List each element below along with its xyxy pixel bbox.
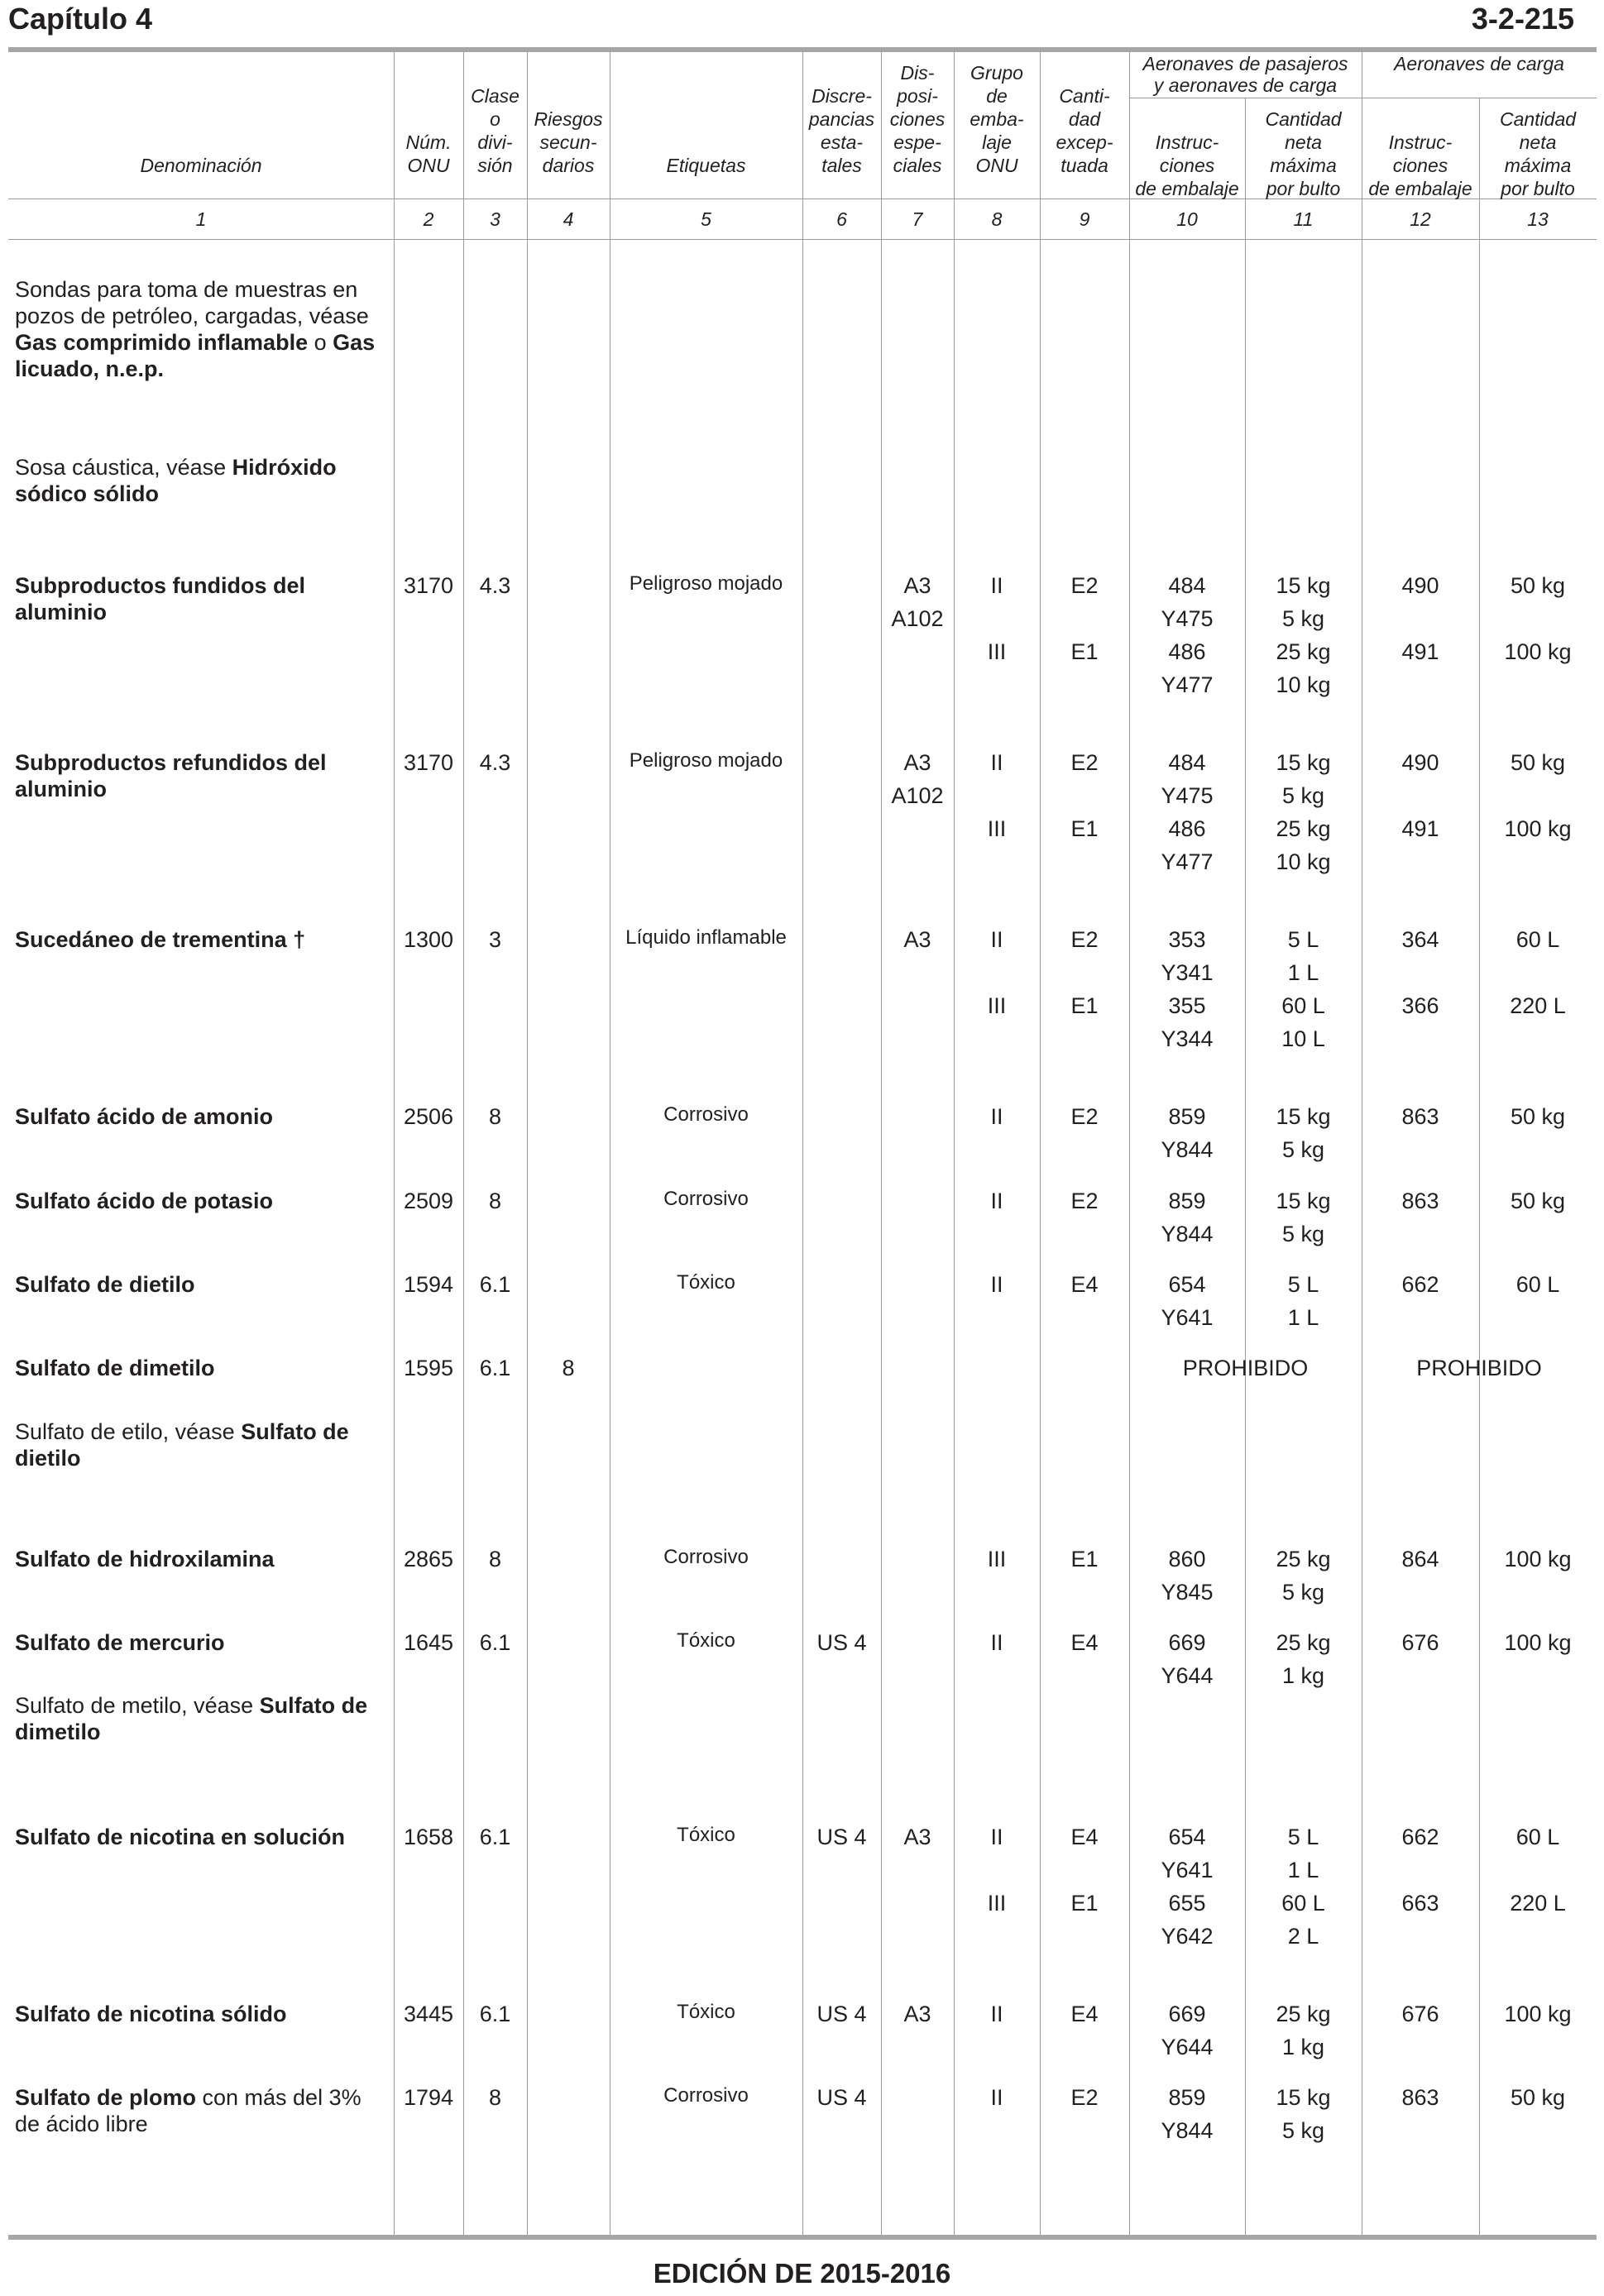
packing-group: III <box>987 1547 1007 1571</box>
excepted-quantity: E4 <box>1070 1825 1099 1849</box>
max-net-quantity-passenger: 5 L <box>1287 1825 1319 1849</box>
packing-group: II <box>990 927 1003 952</box>
un-number: 2865 <box>403 1547 454 1571</box>
max-net-quantity-cargo: 100 kg <box>1504 2002 1572 2026</box>
hazard-label: Tóxico <box>677 1271 735 1294</box>
column-number: 3 <box>490 208 500 230</box>
packing-group: II <box>990 573 1003 598</box>
packing-instruction-passenger-limited: Y844 <box>1161 1222 1214 1246</box>
entry-name-bold: Subproductos refundidos del aluminio <box>15 750 327 801</box>
entry-name <box>15 1271 387 1298</box>
entry-name-bold: Sulfato de plomo <box>15 2085 196 2110</box>
excepted-quantity: E2 <box>1070 573 1099 598</box>
entry-name <box>15 572 387 625</box>
class-division: 4.3 <box>479 750 511 775</box>
excepted-quantity: E2 <box>1070 927 1099 952</box>
special-provision: A102 <box>891 606 944 631</box>
state-variation: US 4 <box>816 2002 867 2026</box>
max-net-quantity-passenger-limited: 5 kg <box>1281 1580 1325 1605</box>
hazard-label: Tóxico <box>677 1629 735 1652</box>
max-net-quantity-passenger-limited: 10 kg <box>1276 672 1331 697</box>
entry-name <box>15 1629 387 1656</box>
entry-name <box>15 926 387 953</box>
packing-group: III <box>987 993 1007 1018</box>
col-header-riesgos: Riesgos secun- darios <box>534 108 603 176</box>
prohibido-cargo: PROHIBIDO <box>1416 1356 1542 1380</box>
max-net-quantity-passenger-limited: 10 L <box>1281 1026 1325 1051</box>
packing-group: II <box>990 1104 1003 1129</box>
col-header-disposiciones: Dis- posi- ciones espe- ciales <box>889 62 946 176</box>
un-number: 1645 <box>403 1630 454 1655</box>
un-number: 1794 <box>403 2085 454 2110</box>
packing-group: II <box>990 1272 1003 1297</box>
max-net-quantity-passenger-limited: 5 kg <box>1281 1222 1325 1246</box>
entry-name-bold: Sulfato de mercurio <box>15 1630 225 1655</box>
un-number: 1594 <box>403 1272 454 1297</box>
packing-instruction-passenger-limited: Y475 <box>1161 606 1214 631</box>
packing-instruction-passenger: 355 <box>1168 993 1206 1018</box>
max-net-quantity-passenger: 60 L <box>1281 1891 1325 1916</box>
col-divider <box>527 52 528 2235</box>
packing-group: III <box>987 1891 1007 1916</box>
entry-name-bold: Hidróxido sódico sólido <box>15 455 337 506</box>
chapter-title: Capítulo 4 <box>8 2 153 36</box>
special-provision: A3 <box>903 2002 931 2026</box>
max-net-quantity-cargo: 50 kg <box>1510 573 1566 598</box>
packing-instruction-passenger: 860 <box>1168 1547 1206 1571</box>
entry-name-bold: Sulfato de hidroxilamina <box>15 1547 275 1571</box>
un-number: 3170 <box>403 573 454 598</box>
col-header-grupo: Grupo de emba- laje ONU <box>970 62 1024 176</box>
max-net-quantity-cargo: 220 L <box>1510 993 1566 1018</box>
page-reference: 3-2-215 <box>1471 2 1574 36</box>
packing-instruction-cargo: 863 <box>1401 1189 1439 1213</box>
entry-name-text: Sulfato de etilo, véase <box>15 1419 242 1444</box>
max-net-quantity-cargo: 50 kg <box>1510 750 1566 775</box>
class-division: 6.1 <box>479 2002 511 2026</box>
class-division: 8 <box>488 1189 502 1213</box>
packing-instruction-passenger: 486 <box>1168 816 1206 841</box>
max-net-quantity-passenger: 15 kg <box>1276 750 1331 775</box>
max-net-quantity-passenger-limited: 5 kg <box>1281 783 1325 808</box>
hazard-label: Corrosivo <box>663 1188 749 1210</box>
excepted-quantity: E2 <box>1070 1104 1099 1129</box>
excepted-quantity: E1 <box>1070 816 1099 841</box>
packing-instruction-passenger-limited: Y475 <box>1161 783 1214 808</box>
entry-name-text: Sulfato de metilo, véase <box>15 1693 260 1718</box>
class-division: 6.1 <box>479 1356 511 1380</box>
entry-name <box>15 1692 387 1745</box>
hazard-label: Corrosivo <box>663 1103 749 1126</box>
packing-instruction-cargo: 863 <box>1401 2085 1439 2110</box>
packing-instruction-passenger-limited: Y642 <box>1161 1924 1214 1949</box>
packing-instruction-passenger: 486 <box>1168 639 1206 664</box>
prohibido-passenger: PROHIBIDO <box>1182 1356 1309 1380</box>
un-number: 1300 <box>403 927 454 952</box>
max-net-quantity-cargo: 60 L <box>1515 1272 1560 1297</box>
column-number: 13 <box>1527 208 1549 230</box>
col-header-discrepancias: Discre- pancias esta- tales <box>808 85 875 176</box>
max-net-quantity-passenger: 15 kg <box>1276 1189 1331 1213</box>
max-net-quantity-passenger-limited: 1 kg <box>1281 1663 1325 1688</box>
packing-group: II <box>990 2002 1003 2026</box>
max-net-quantity-passenger: 25 kg <box>1276 1547 1331 1571</box>
packing-group: III <box>987 816 1007 841</box>
excepted-quantity: E1 <box>1070 1547 1099 1571</box>
packing-instruction-passenger: 484 <box>1168 573 1206 598</box>
max-net-quantity-passenger: 25 kg <box>1276 816 1331 841</box>
max-net-quantity-passenger-limited: 5 kg <box>1281 606 1325 631</box>
class-division: 6.1 <box>479 1630 511 1655</box>
entry-name <box>15 749 387 802</box>
packing-instruction-cargo: 676 <box>1401 1630 1439 1655</box>
packing-instruction-passenger: 484 <box>1168 750 1206 775</box>
excepted-quantity: E1 <box>1070 639 1099 664</box>
entry-name-bold: Sulfato de dimetilo <box>15 1693 368 1744</box>
packing-instruction-passenger-limited: Y641 <box>1161 1305 1214 1330</box>
excepted-quantity: E2 <box>1070 1189 1099 1213</box>
col-header-num-onu: Núm. ONU <box>405 132 452 176</box>
max-net-quantity-passenger: 15 kg <box>1276 573 1331 598</box>
col-divider <box>881 52 882 2235</box>
hazard-label: Peligroso mojado <box>629 749 783 772</box>
max-net-quantity-cargo: 60 L <box>1515 927 1560 952</box>
entry-name <box>15 1103 387 1130</box>
state-variation: US 4 <box>816 1630 867 1655</box>
special-provision: A3 <box>903 750 931 775</box>
packing-group: III <box>987 639 1007 664</box>
max-net-quantity-passenger: 25 kg <box>1276 1630 1331 1655</box>
column-number: 9 <box>1079 208 1090 230</box>
packing-instruction-passenger-limited: Y845 <box>1161 1580 1214 1605</box>
entry-name-bold: Sulfato de nicotina en solución <box>15 1825 346 1849</box>
max-net-quantity-passenger: 5 L <box>1287 927 1319 952</box>
packing-instruction-passenger: 859 <box>1168 2085 1206 2110</box>
col-divider <box>394 52 395 2235</box>
entry-name <box>15 1824 387 1850</box>
column-number: 2 <box>423 208 434 230</box>
entry-name <box>15 1418 387 1471</box>
col-header-instrucciones-cao: Instruc- ciones de embalaje <box>1368 132 1472 199</box>
entry-name-text: Sosa cáustica, véase <box>15 455 232 480</box>
col-header-denominacion: Denominación <box>140 155 262 176</box>
column-number: 8 <box>991 208 1003 230</box>
entry-name-text: o <box>308 330 333 355</box>
column-number: 4 <box>563 208 574 230</box>
hazard-label: Tóxico <box>677 2001 735 2023</box>
special-provision: A3 <box>903 927 931 952</box>
col-header-pasajeros-group: Aeronaves de pasajeros y aeronaves de carga <box>1142 53 1348 96</box>
column-number: 10 <box>1176 208 1198 230</box>
entry-name <box>15 454 387 507</box>
packing-group: II <box>990 750 1003 775</box>
entry-name-bold: Gas comprimido inflamable <box>15 330 309 355</box>
class-division: 6.1 <box>479 1825 511 1849</box>
packing-group: II <box>990 1630 1003 1655</box>
packing-instruction-cargo: 366 <box>1401 993 1439 1018</box>
subsidiary-risk: 8 <box>562 1356 575 1380</box>
max-net-quantity-cargo: 100 kg <box>1504 1547 1572 1571</box>
excepted-quantity: E4 <box>1070 1630 1099 1655</box>
col-header-instrucciones-pax: Instruc- ciones de embalaje <box>1135 132 1239 199</box>
max-net-quantity-passenger-limited: 1 L <box>1287 1305 1319 1330</box>
state-variation: US 4 <box>816 2085 867 2110</box>
column-number: 7 <box>912 208 923 230</box>
class-division: 8 <box>488 1547 502 1571</box>
hazard-label: Líquido inflamable <box>625 926 787 949</box>
packing-instruction-passenger-limited: Y477 <box>1161 849 1214 874</box>
entry-name-bold: Sulfato de dimetilo <box>15 1356 215 1380</box>
bottom-rule <box>8 2235 1597 2240</box>
entry-name <box>15 1355 387 1381</box>
entry-name-bold: Subproductos fundidos del aluminio <box>15 573 305 624</box>
packing-instruction-cargo: 676 <box>1401 2002 1439 2026</box>
packing-instruction-cargo: 662 <box>1401 1825 1439 1849</box>
max-net-quantity-passenger: 5 L <box>1287 1272 1319 1297</box>
un-number: 1595 <box>403 1356 454 1380</box>
entry-name <box>15 2084 387 2137</box>
max-net-quantity-cargo: 50 kg <box>1510 2085 1566 2110</box>
col-header-cantidad-neta-pax: Cantidad neta máxima por bulto <box>1265 108 1342 199</box>
excepted-quantity: E4 <box>1070 1272 1099 1297</box>
entry-name-bold: Sucedáneo de trementina † <box>15 927 306 952</box>
max-net-quantity-cargo: 100 kg <box>1504 639 1572 664</box>
col-header-clase: Clase o divi- sión <box>471 85 520 176</box>
packing-instruction-cargo: 491 <box>1401 816 1439 841</box>
packing-instruction-passenger-limited: Y644 <box>1161 1663 1214 1688</box>
max-net-quantity-passenger-limited: 1 L <box>1287 960 1319 985</box>
max-net-quantity-passenger: 25 kg <box>1276 2002 1331 2026</box>
un-number: 1658 <box>403 1825 454 1849</box>
packing-instruction-passenger: 353 <box>1168 927 1206 952</box>
entry-name-bold: Sulfato de nicotina sólido <box>15 2002 287 2026</box>
hazard-label: Peligroso mojado <box>629 572 783 595</box>
entry-name-text: con más del 3% de ácido libre <box>15 2085 361 2136</box>
packing-instruction-passenger-limited: Y341 <box>1161 960 1214 985</box>
packing-instruction-passenger-limited: Y641 <box>1161 1858 1214 1882</box>
column-number: 6 <box>836 208 847 230</box>
packing-instruction-passenger-limited: Y477 <box>1161 672 1214 697</box>
packing-group: II <box>990 1189 1003 1213</box>
max-net-quantity-passenger-limited: 1 L <box>1287 1858 1319 1882</box>
excepted-quantity: E4 <box>1070 2002 1099 2026</box>
packing-instruction-cargo: 490 <box>1401 573 1439 598</box>
excepted-quantity: E1 <box>1070 993 1099 1018</box>
packing-instruction-passenger-limited: Y644 <box>1161 2035 1214 2059</box>
packing-instruction-passenger: 655 <box>1168 1891 1206 1916</box>
column-number: 12 <box>1410 208 1431 230</box>
max-net-quantity-cargo: 100 kg <box>1504 1630 1572 1655</box>
max-net-quantity-passenger-limited: 1 kg <box>1281 2035 1325 2059</box>
packing-instruction-passenger: 654 <box>1168 1272 1206 1297</box>
packing-instruction-passenger: 654 <box>1168 1825 1206 1849</box>
packing-instruction-cargo: 490 <box>1401 750 1439 775</box>
max-net-quantity-passenger-limited: 2 L <box>1287 1924 1319 1949</box>
packing-instruction-passenger-limited: Y344 <box>1161 1026 1214 1051</box>
class-division: 6.1 <box>479 1272 511 1297</box>
entry-name-bold: Sulfato de dietilo <box>15 1272 195 1297</box>
max-net-quantity-cargo: 220 L <box>1510 1891 1566 1916</box>
hazard-label: Corrosivo <box>663 2084 749 2107</box>
col-header-carga-group: Aeronaves de carga <box>1394 53 1564 74</box>
entry-name-bold: Gas licuado, n.e.p. <box>15 330 376 381</box>
column-number: 11 <box>1293 208 1314 230</box>
max-net-quantity-passenger-limited: 5 kg <box>1281 1137 1325 1162</box>
entry-name-bold: Sulfato ácido de amonio <box>15 1104 274 1129</box>
class-division: 8 <box>488 2085 502 2110</box>
hazard-label: Tóxico <box>677 1824 735 1846</box>
entry-name <box>15 1546 387 1572</box>
max-net-quantity-cargo: 60 L <box>1515 1825 1560 1849</box>
packing-instruction-cargo: 364 <box>1401 927 1439 952</box>
packing-instruction-passenger: 669 <box>1168 1630 1206 1655</box>
packing-instruction-passenger: 859 <box>1168 1189 1206 1213</box>
packing-group: II <box>990 2085 1003 2110</box>
entry-name-bold: Sulfato de dietilo <box>15 1419 349 1471</box>
hazard-label: Corrosivo <box>663 1546 749 1568</box>
column-number: 5 <box>701 208 711 230</box>
max-net-quantity-passenger: 60 L <box>1281 993 1325 1018</box>
entry-name-bold: Sulfato ácido de potasio <box>15 1189 274 1213</box>
max-net-quantity-cargo: 50 kg <box>1510 1189 1566 1213</box>
class-division: 4.3 <box>479 573 511 598</box>
excepted-quantity: E2 <box>1070 750 1099 775</box>
max-net-quantity-passenger: 15 kg <box>1276 2085 1331 2110</box>
max-net-quantity-passenger: 15 kg <box>1276 1104 1331 1129</box>
excepted-quantity: E2 <box>1070 2085 1099 2110</box>
col-header-cantidad-exceptuada: Canti- dad excep- tuada <box>1056 85 1113 176</box>
column-number: 1 <box>195 208 207 230</box>
entry-name <box>15 276 387 382</box>
col-divider <box>463 52 464 2235</box>
packing-instruction-passenger-limited: Y844 <box>1161 2118 1214 2143</box>
entry-name <box>15 2001 387 2027</box>
un-number: 2506 <box>403 1104 454 1129</box>
un-number: 3445 <box>403 2002 454 2026</box>
max-net-quantity-cargo: 50 kg <box>1510 1104 1566 1129</box>
col-divider <box>802 52 803 2235</box>
packing-group: II <box>990 1825 1003 1849</box>
max-net-quantity-passenger-limited: 10 kg <box>1276 849 1331 874</box>
edition-footer: EDICIÓN DE 2015-2016 <box>653 2258 951 2289</box>
col-header-cantidad-neta-cao: Cantidad neta máxima por bulto <box>1499 108 1577 199</box>
entry-name-text: Sondas para toma de muestras en pozos de petróleo, cargadas, véase <box>15 277 369 328</box>
max-net-quantity-cargo: 100 kg <box>1504 816 1572 841</box>
max-net-quantity-passenger-limited: 5 kg <box>1281 2118 1325 2143</box>
excepted-quantity: E1 <box>1070 1891 1099 1916</box>
packing-instruction-cargo: 663 <box>1401 1891 1439 1916</box>
state-variation: US 4 <box>816 1825 867 1849</box>
special-provision: A102 <box>891 783 944 808</box>
entry-name <box>15 1188 387 1214</box>
special-provision: A3 <box>903 573 931 598</box>
packing-instruction-cargo: 864 <box>1401 1547 1439 1571</box>
un-number: 2509 <box>403 1189 454 1213</box>
packing-instruction-passenger-limited: Y844 <box>1161 1137 1214 1162</box>
packing-instruction-cargo: 863 <box>1401 1104 1439 1129</box>
special-provision: A3 <box>903 1825 931 1849</box>
packing-instruction-passenger: 669 <box>1168 2002 1206 2026</box>
class-division: 3 <box>488 927 502 952</box>
col-header-etiquetas: Etiquetas <box>666 155 746 176</box>
class-division: 8 <box>488 1104 502 1129</box>
packing-instruction-passenger: 859 <box>1168 1104 1206 1129</box>
packing-instruction-cargo: 662 <box>1401 1272 1439 1297</box>
packing-instruction-cargo: 491 <box>1401 639 1439 664</box>
un-number: 3170 <box>403 750 454 775</box>
max-net-quantity-passenger: 25 kg <box>1276 639 1331 664</box>
